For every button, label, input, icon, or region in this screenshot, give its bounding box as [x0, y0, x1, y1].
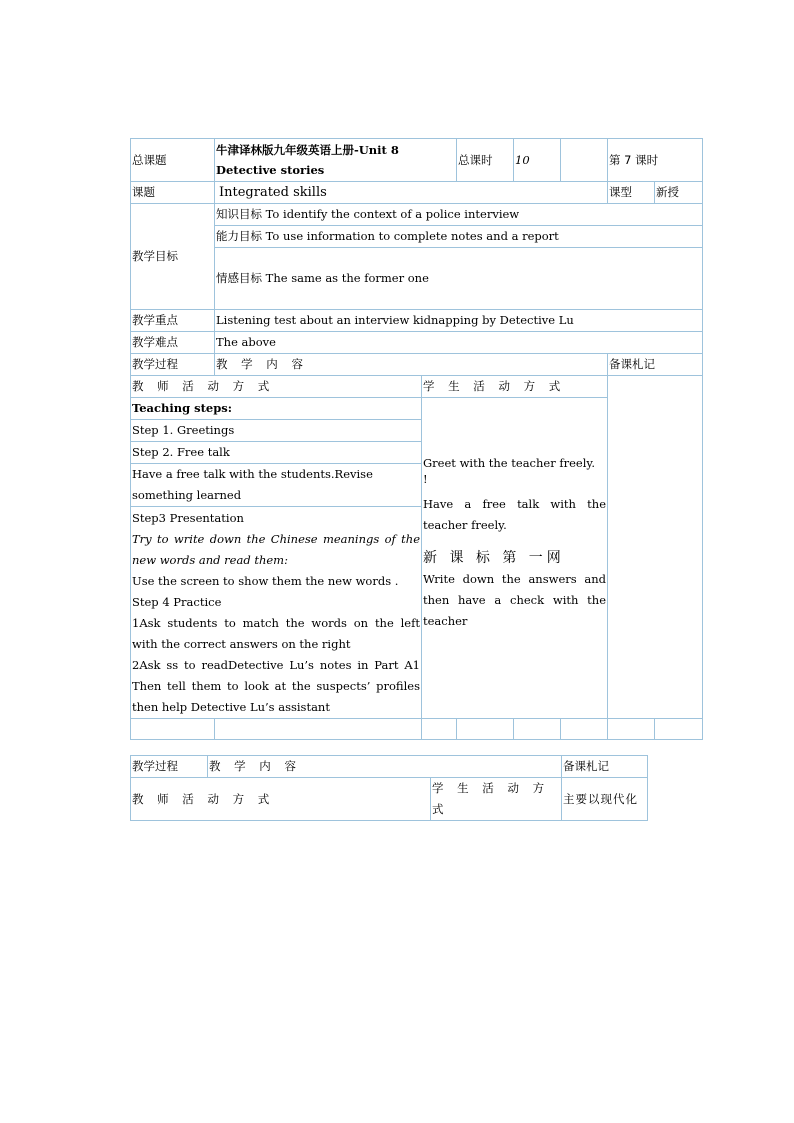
process-notes-label-2: 备课札记 [562, 756, 648, 778]
teacher-activity-label: 教 师 活 动 方 式 [131, 376, 422, 398]
topic-value: Integrated skills [215, 182, 608, 204]
total-topic-value: 牛津译林版九年级英语上册-Unit 8 Detective stories [215, 139, 457, 182]
continuation-table [130, 755, 648, 821]
teacher-activity-label-2: 教 师 活 动 方 式 [131, 778, 431, 821]
student-free-talk: Have a free talk with the teacher freely. [423, 497, 607, 532]
objectives-label: 教学目标 [131, 204, 215, 310]
process-content-label: 教 学 内 容 [215, 354, 608, 376]
notes-column [608, 376, 703, 719]
step-4-1: 1Ask students to match the words on the left with the correct answers on the right [132, 616, 420, 651]
step-1: Step 1. Greetings [131, 420, 422, 442]
process-notes-label: 备课札记 [608, 354, 703, 376]
difficulty-label: 教学难点 [131, 332, 215, 354]
focus-value: Listening test about an interview kidnapping by Detective Lu [215, 310, 703, 332]
watermark-text: 新 课 标 第 一网 [423, 550, 565, 566]
process-content-label-2: 教 学 内 容 [208, 756, 562, 778]
total-hours-value: 10 [514, 139, 561, 182]
process-label-2: 教学过程 [131, 756, 208, 778]
step-3-4-cell [131, 507, 422, 719]
objective-ability: 能力目标 To use information to complete notes and a report [215, 226, 703, 248]
process-label: 教学过程 [131, 354, 215, 376]
total-hours-label: 总课时 [457, 139, 514, 182]
student-write-down: Write down the answers and then have a check with the teacher [423, 572, 607, 628]
student-activities [422, 398, 608, 719]
lesson-plan-table [130, 138, 703, 740]
type-label: 课型 [608, 182, 655, 204]
student-mark: ! [423, 472, 428, 486]
step-2-detail: Have a free talk with the students.Revise something learned [131, 464, 422, 507]
student-activity-label: 学 生 活 动 方 式 [422, 376, 608, 398]
lesson-number: 第 7 课时 [608, 139, 703, 182]
objective-knowledge: 知识目标 To identify the context of a police interview [215, 204, 703, 226]
objective-emotion: 情感目标 The same as the former one [215, 248, 703, 310]
teaching-steps-heading: Teaching steps: [131, 398, 422, 420]
step-3: Step3 Presentation [132, 511, 244, 525]
step-3-task: Try to write down the Chinese meanings of the new words and read them: [132, 532, 420, 567]
step-2: Step 2. Free talk [131, 442, 422, 464]
step-4-2: 2Ask ss to readDetective Lu’s notes in Part A1 Then tell them to look at the suspects’ profiles then help Detective Lu’s assistant [132, 658, 420, 714]
type-value: 新授 [655, 182, 703, 204]
student-activity-label-2: 学 生 活 动 方 式 [431, 778, 562, 821]
step-4: Step 4 Practice [132, 595, 222, 609]
focus-label: 教学重点 [131, 310, 215, 332]
modern-label: 主要以现代化 [562, 778, 648, 821]
step-3-screen: Use the screen to show them the new words . [132, 574, 399, 588]
difficulty-value: The above [215, 332, 703, 354]
topic-label: 课题 [131, 182, 215, 204]
student-greet: Greet with the teacher freely. [423, 456, 596, 470]
total-topic-label: 总课题 [131, 139, 215, 182]
